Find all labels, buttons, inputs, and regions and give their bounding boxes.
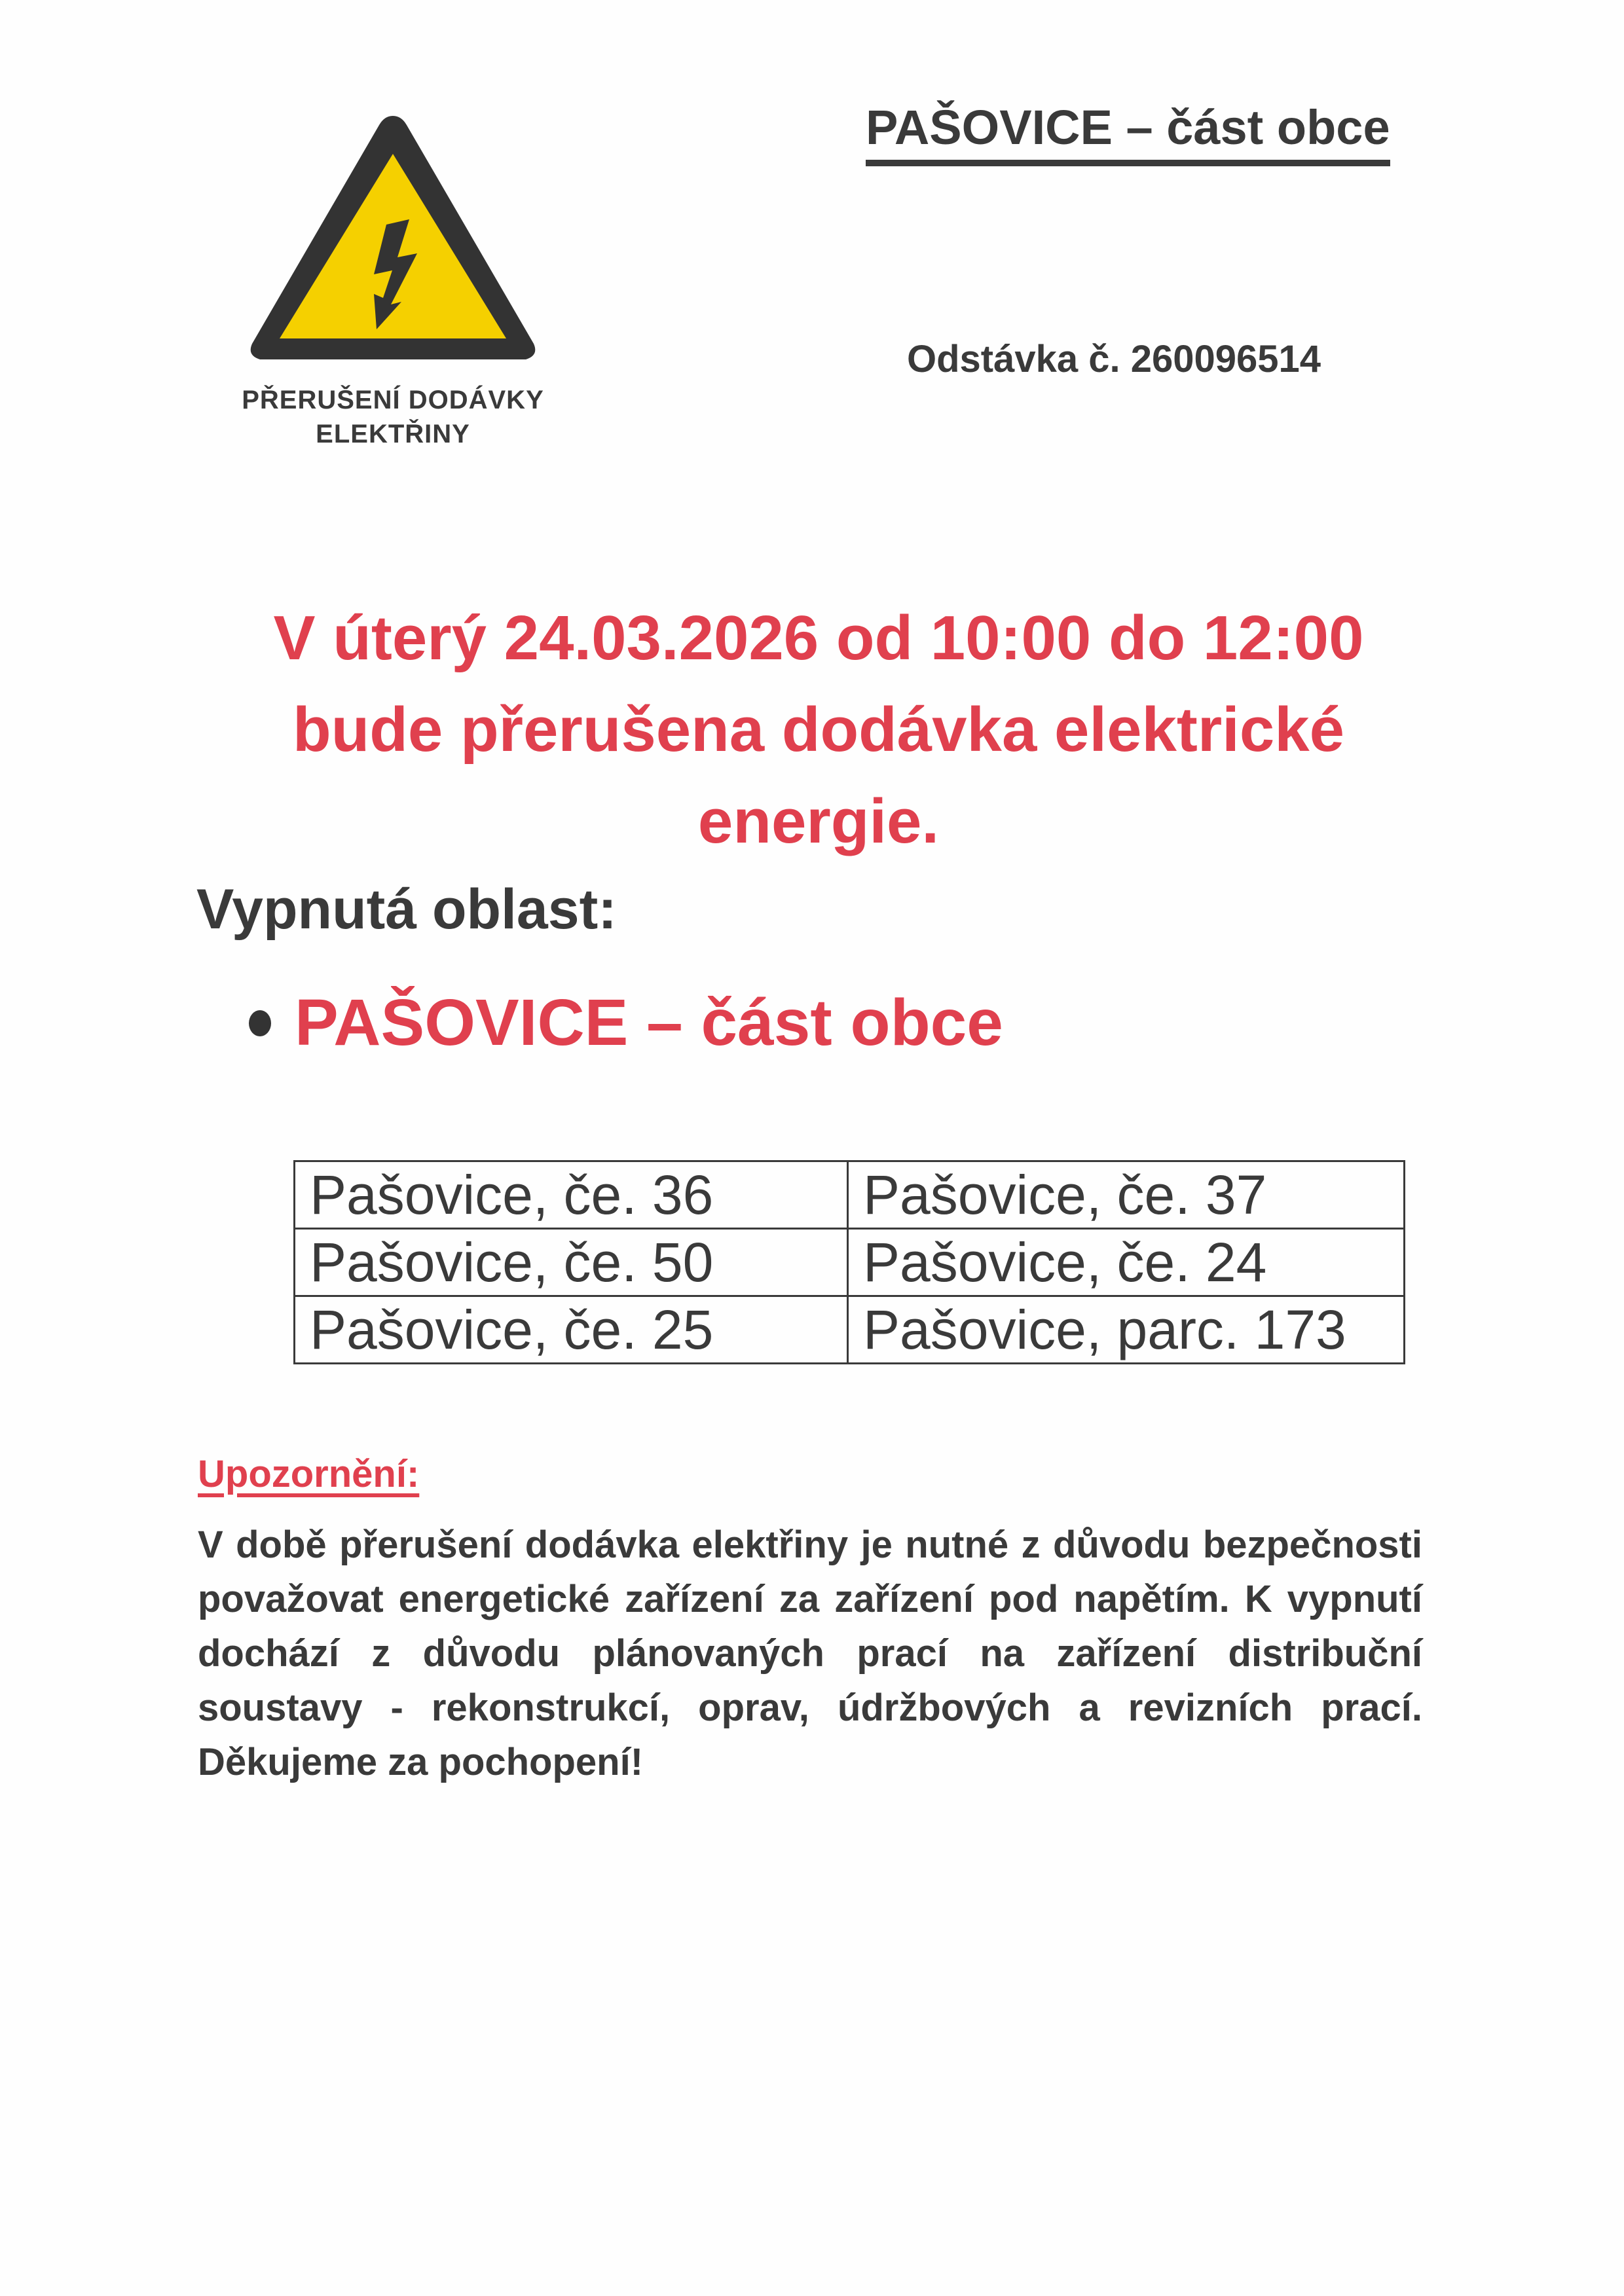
sign-caption-line1: PŘERUŠENÍ DODÁVKY <box>242 386 544 414</box>
sign-caption-line2: ELEKTŘINY <box>316 420 470 448</box>
address-table <box>293 1160 1405 1364</box>
affected-area-name: PAŠOVICE – část obce <box>295 986 1003 1059</box>
table-cell: Pašovice, če. 36 <box>295 1161 848 1229</box>
table-cell: Pašovice, če. 50 <box>295 1229 848 1296</box>
headline-line3: energie. <box>697 786 940 856</box>
notice-title: Upozornění: <box>198 1453 420 1495</box>
outage-number: Odstávka č. 260096514 <box>907 338 1321 380</box>
outage-headline <box>190 592 1447 867</box>
headline-line1: V úterý 24.03.2026 od 10:00 do 12:00 <box>273 603 1364 673</box>
notice-text: V době přerušení dodávka elektřiny je nutné z důvodu bezpečnosti považovat energetické zařízení za zařízení pod napětím. K vypnutí dochází z důvodu plánovaných prací na zařízení distribuční soustavy - rekonstrukcí, oprav, údržbových a revizních prací. Děkujeme za pochopení! <box>198 1523 1422 1783</box>
bullet-icon <box>249 1010 271 1036</box>
high-voltage-warning-icon <box>246 108 540 370</box>
table-cell: Pašovice, če. 24 <box>848 1229 1405 1296</box>
page-title: PAŠOVICE – část obce <box>866 98 1390 166</box>
table-row <box>295 1161 1405 1229</box>
table-row <box>295 1229 1405 1296</box>
table-cell: Pašovice, parc. 173 <box>848 1296 1405 1364</box>
table-cell: Pašovice, če. 37 <box>848 1161 1405 1229</box>
table-cell: Pašovice, če. 25 <box>295 1296 848 1364</box>
headline-line2: bude přerušena dodávka elektrické <box>292 695 1345 765</box>
sign-caption <box>196 383 589 451</box>
affected-area-item <box>249 985 1003 1061</box>
table-row <box>295 1296 1405 1364</box>
affected-area-label: Vypnutá oblast: <box>196 878 617 941</box>
